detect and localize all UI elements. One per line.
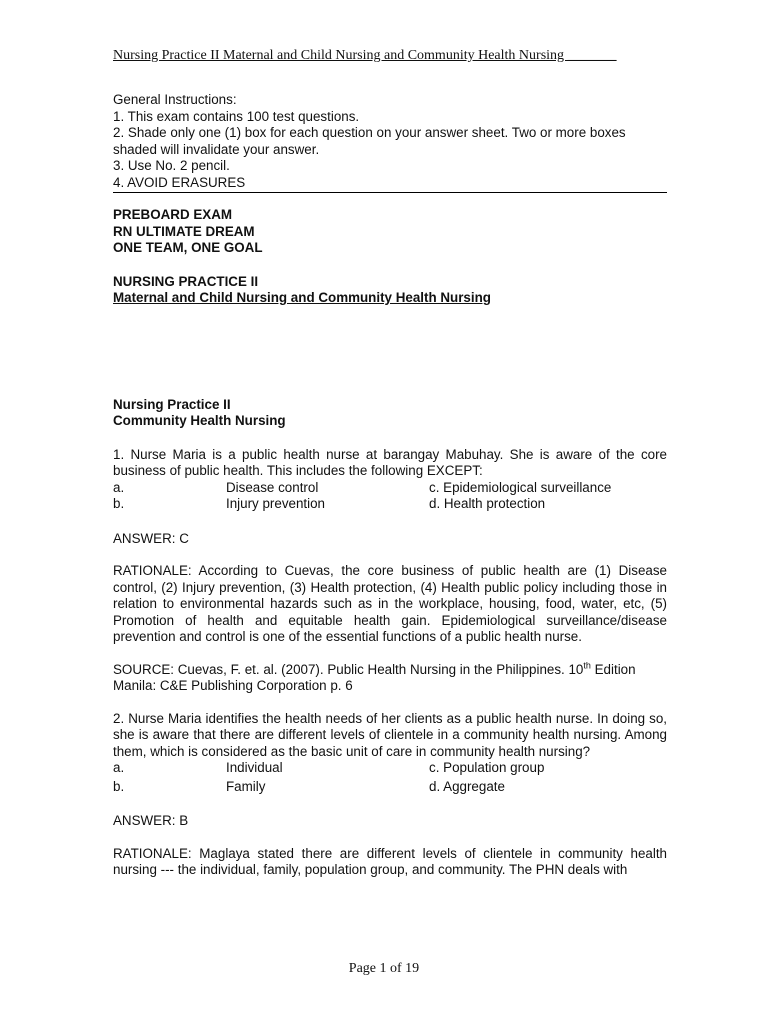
instruction-item: 3. Use No. 2 pencil.: [113, 158, 230, 173]
option-letter: a.: [113, 479, 125, 495]
question-1: [113, 447, 667, 695]
page-number: Page 1 of 19: [348, 961, 420, 976]
section-heading: [113, 397, 667, 430]
section-subtitle: Community Health Nursing: [113, 413, 286, 428]
answer: ANSWER: B: [113, 813, 189, 828]
exam-title-block: [113, 207, 667, 257]
rationale: RATIONALE: Maglaya stated there are different levels of clientele in community health nursing --- the individual, family, population group, and community. The PHN deals with: [113, 845, 667, 877]
section-title: Nursing Practice II: [113, 396, 231, 412]
option-letter: b.: [113, 496, 125, 511]
exam-line: ONE TEAM, ONE GOAL: [113, 240, 263, 255]
practice-title: NURSING PRACTICE II: [113, 273, 259, 289]
instruction-item: 4. AVOID ERASURES: [113, 174, 246, 190]
page-header: Nursing Practice II Maternal and Child Nursing and Community Health Nursing _______: [113, 48, 617, 63]
exam-line: RN ULTIMATE DREAM: [113, 223, 255, 239]
option-row: [113, 779, 667, 796]
option-text: c. Epidemiological surveillance: [429, 479, 612, 495]
instructions-heading: General Instructions:: [113, 92, 237, 107]
practice-heading: [113, 274, 667, 307]
source-text: Edition Manila: C&E Publishing Corporation p. 6: [113, 661, 636, 693]
option-row: [113, 496, 667, 513]
instruction-item: 2. Shade only one (1) box for each question on your answer sheet. Two or more boxes shaded will invalidate your answer.: [113, 125, 626, 157]
option-text: Injury prevention: [226, 496, 325, 511]
option-text: d. Health protection: [429, 496, 546, 511]
divider: [113, 192, 667, 193]
source-superscript: th: [583, 660, 591, 671]
option-text: Individual: [226, 760, 283, 775]
option-text: d. Aggregate: [429, 778, 505, 794]
practice-subtitle: Maternal and Child Nursing and Community Health Nursing: [113, 290, 491, 305]
instruction-item: 1. This exam contains 100 test questions.: [113, 108, 360, 124]
option-letter: a.: [113, 760, 125, 775]
option-row: [113, 760, 667, 777]
general-instructions: [113, 92, 667, 191]
answer: ANSWER: C: [113, 530, 189, 546]
question-text: 2. Nurse Maria identifies the health needs of her clients as a public health nurse. In doing so, she is aware that there are different levels of clientele in a community health nursing. Among them, which is considered as the basic unit of care in community health nursing?: [113, 710, 667, 759]
source: [113, 662, 667, 695]
rationale: RATIONALE: According to Cuevas, the core business of public health are (1) Disease control, (2) Injury prevention, (3) Health protection, (4) Health public policy including those in relation to environmental hazards such as in the workplace, housing, food, water, etc, (5) Promotion of health and equitable health gain. Epidemiological surveillance/disease prevention and control is one of the essential functions of a public health nurse.: [113, 563, 667, 644]
option-letter: b.: [113, 778, 125, 794]
option-text: c. Population group: [429, 760, 545, 775]
option-row: [113, 480, 667, 497]
option-text: Disease control: [226, 479, 319, 495]
exam-line: PREBOARD EXAM: [113, 207, 233, 222]
question-text: 1. Nurse Maria is a public health nurse at barangay Mabuhay. She is aware of the core business of public health. This includes the following EXCEPT:: [113, 446, 667, 478]
question-2: [113, 711, 667, 879]
source-text: SOURCE: Cuevas, F. et. al. (2007). Public Health Nursing in the Philippines. 10: [113, 661, 584, 677]
document-body: [113, 92, 667, 879]
option-text: Family: [226, 778, 266, 794]
